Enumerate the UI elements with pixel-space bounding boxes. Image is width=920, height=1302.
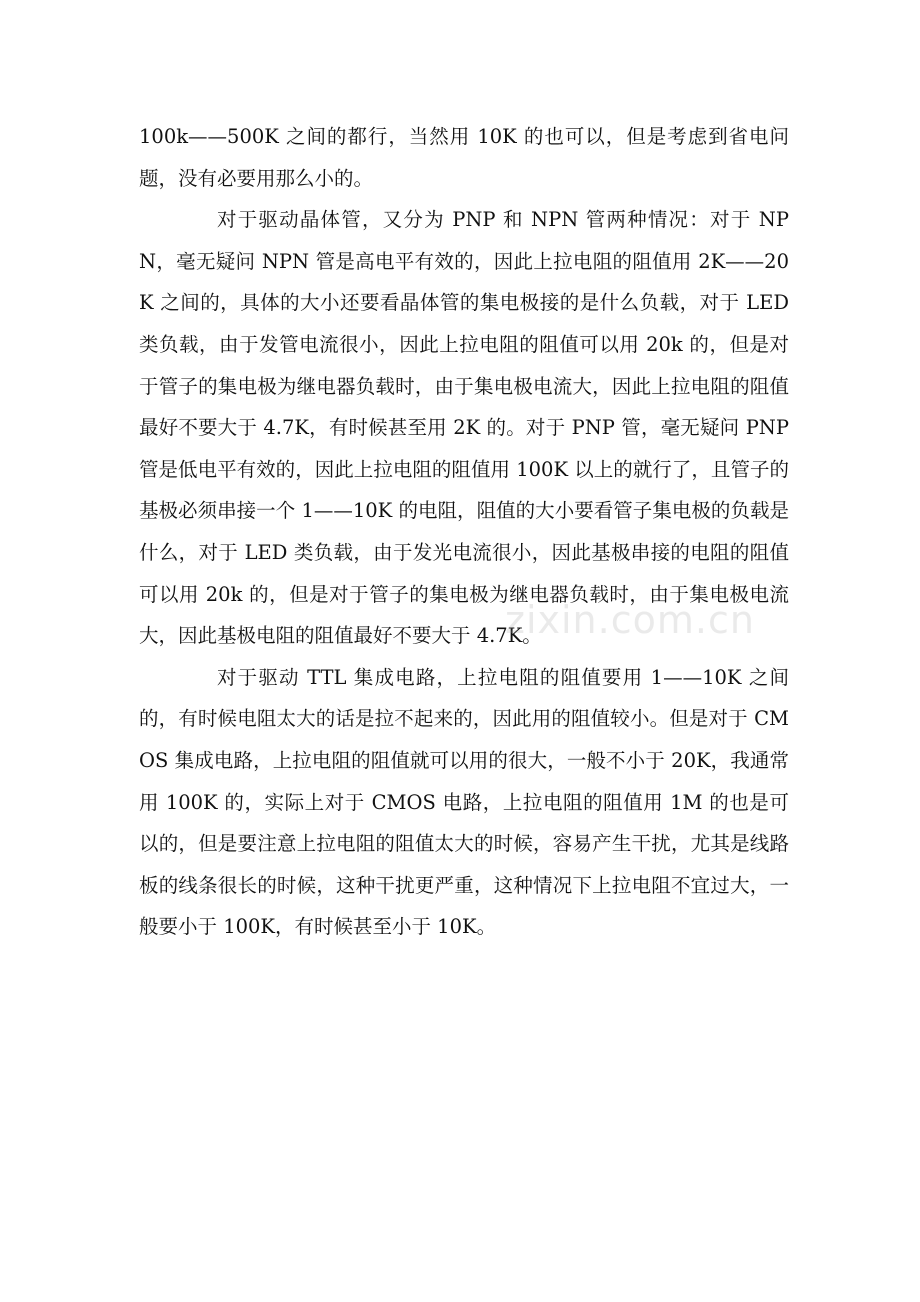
paragraph-1: 100k——500K 之间的都行，当然用 10K 的也可以，但是考虑到省电问题，没有必要用那么小的。	[139, 125, 789, 190]
watermark: zixin.com.cn	[505, 598, 755, 642]
paragraph-2: 对于驱动晶体管，又分为 PNP 和 NPN 管两种情况：对于 NPN，毫无疑问 NPN 管是高电平有效的，因此上拉电阻的阻值用 2K——20K 之间的，具体的大小还要看晶体管的集电极接的是什么负载，对于 LED 类负载，由于发管电流很小，因此上拉电阻的阻值可以用 20k 的，但是对于管子的集电极为继电器负载时，由于集电极电流大，因此上拉电阻的阻值最好不要大于 4.7K，有时候甚至用 2K 的。对于 PNP 管，毫无疑问 PNP 管是低电平有效的，因此上拉电阻的阻值用 100K 以上的就行了，且管子的基极必须串接一个 1——10K 的电阻，阻值的大小要看管子集电极的负载是什么，对于 LED 类负载，由于发光电流很小，因此基极串接的电阻的阻值可以用 20k 的，但是对于管子的集电极为继电器负载时，由于集电极电流大，因此基极电阻的阻值最好不要大于 4.7K。	[139, 208, 789, 648]
document-body	[139, 116, 789, 948]
paragraph-3: 对于驱动 TTL 集成电路，上拉电阻的阻值要用 1——10K 之间的，有时候电阻太大的话是拉不起来的，因此用的阻值较小。但是对于 CMOS 集成电路，上拉电阻的阻值就可以用的很大，一般不小于 20K，我通常用 100K 的，实际上对于 CMOS 电路，上拉电阻的阻值用 1M 的也是可以的，但是要注意上拉电阻的阻值太大的时候，容易产生干扰，尤其是线路板的线条很长的时候，这种干扰更严重，这种情况下上拉电阻不宜过大，一般要小于 100K，有时候甚至小于 10K。	[139, 665, 789, 939]
